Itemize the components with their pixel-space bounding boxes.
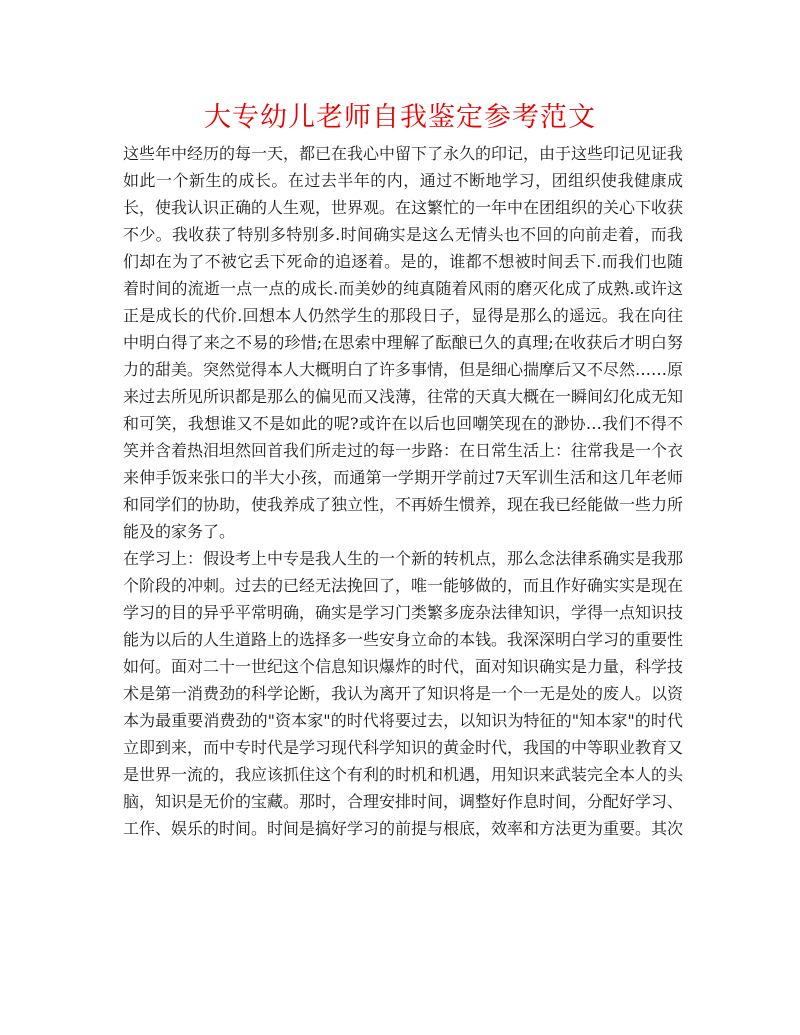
paragraph-1: 这些年中经历的每一天，都已在我心中留下了永久的印记，由于这些印记见证我如此一个新生的成长。在过去半年的内，通过不断地学习，团组织使我健康成长，使我认识正确的人生观，世界观。在这繁忙的一年中在团组织的关心下收获不少。我收获了特别多特别多.时间确实是这么无情头也不回的向前走着，而我们却在为了不被它丢下死命的追逐着。是的，谁都不想被时间丢下.而我们也随着时间的流逝一点一点的成长.而美妙的纯真随着风雨的磨灭化成了成熟.或许这正是成长的代价.回想本人仍然学生的那段日子，显得是那么的遥远。我在向往中明白得了来之不易的珍惜;在思索中理解了酝酿已久的真理;在收获后才明白努力的甜美。突然觉得本人大概明白了许多事情，但是细心揣摩后又不尽然……原来过去所见所识都是那么的偏见而又浅薄，往常的天真大概在一瞬间幻化成无知和可笑，我想谁又不是如此的呢?或许在以后也回嘲笑现在的渺协…我们不得不笑并含着热泪坦然回首我们所走过的每一步路：在日常生活上：往常我是一个衣来伸手饭来张口的半大小孩，而通第一学期开学前过7天军训生活和这几年老师和同学们的协助，使我养成了独立性，不再娇生惯养，现在我已经能做一些力所能及的家务了。 — [123, 144, 684, 541]
document-body — [123, 140, 683, 842]
paragraph-2: 在学习上：假设考上中专是我人生的一个新的转机点，那么念法律系确实是我那个阶段的冲刺。过去的已经无法挽回了，唯一能够做的，而且作好确实实是现在学习的目的异乎平常明确，确实是学习门类繁多庞杂法律知识，学得一点知识技能为以后的人生道路上的选择多一些安身立命的本钱。我深深明白学习的重要性如何。面对二十一世纪这个信息知识爆炸的时代，面对知识确实是力量，科学技术是第一消费劲的科学论断，我认为离开了知识将是一个一无是处的废人。以资本为最重要消费劲的"资本家"的时代将要过去，以知识为特征的"知本家"的时代立即到来，而中专时代是学习现代科学知识的黄金时代，我国的中等职业教育又是世界一流的，我应该抓住这个有利的时机和机遇，用知识来武装完全本人的头脑，知识是无价的宝藏。那时，合理安排时间，调整好作息时间，分配好学习、工作、娱乐的时间。时间是搞好学习的前提与根底，效率和方法更为重要。其次 — [123, 549, 684, 838]
page-title: 大专幼儿老师自我鉴定参考范文 — [204, 102, 596, 133]
